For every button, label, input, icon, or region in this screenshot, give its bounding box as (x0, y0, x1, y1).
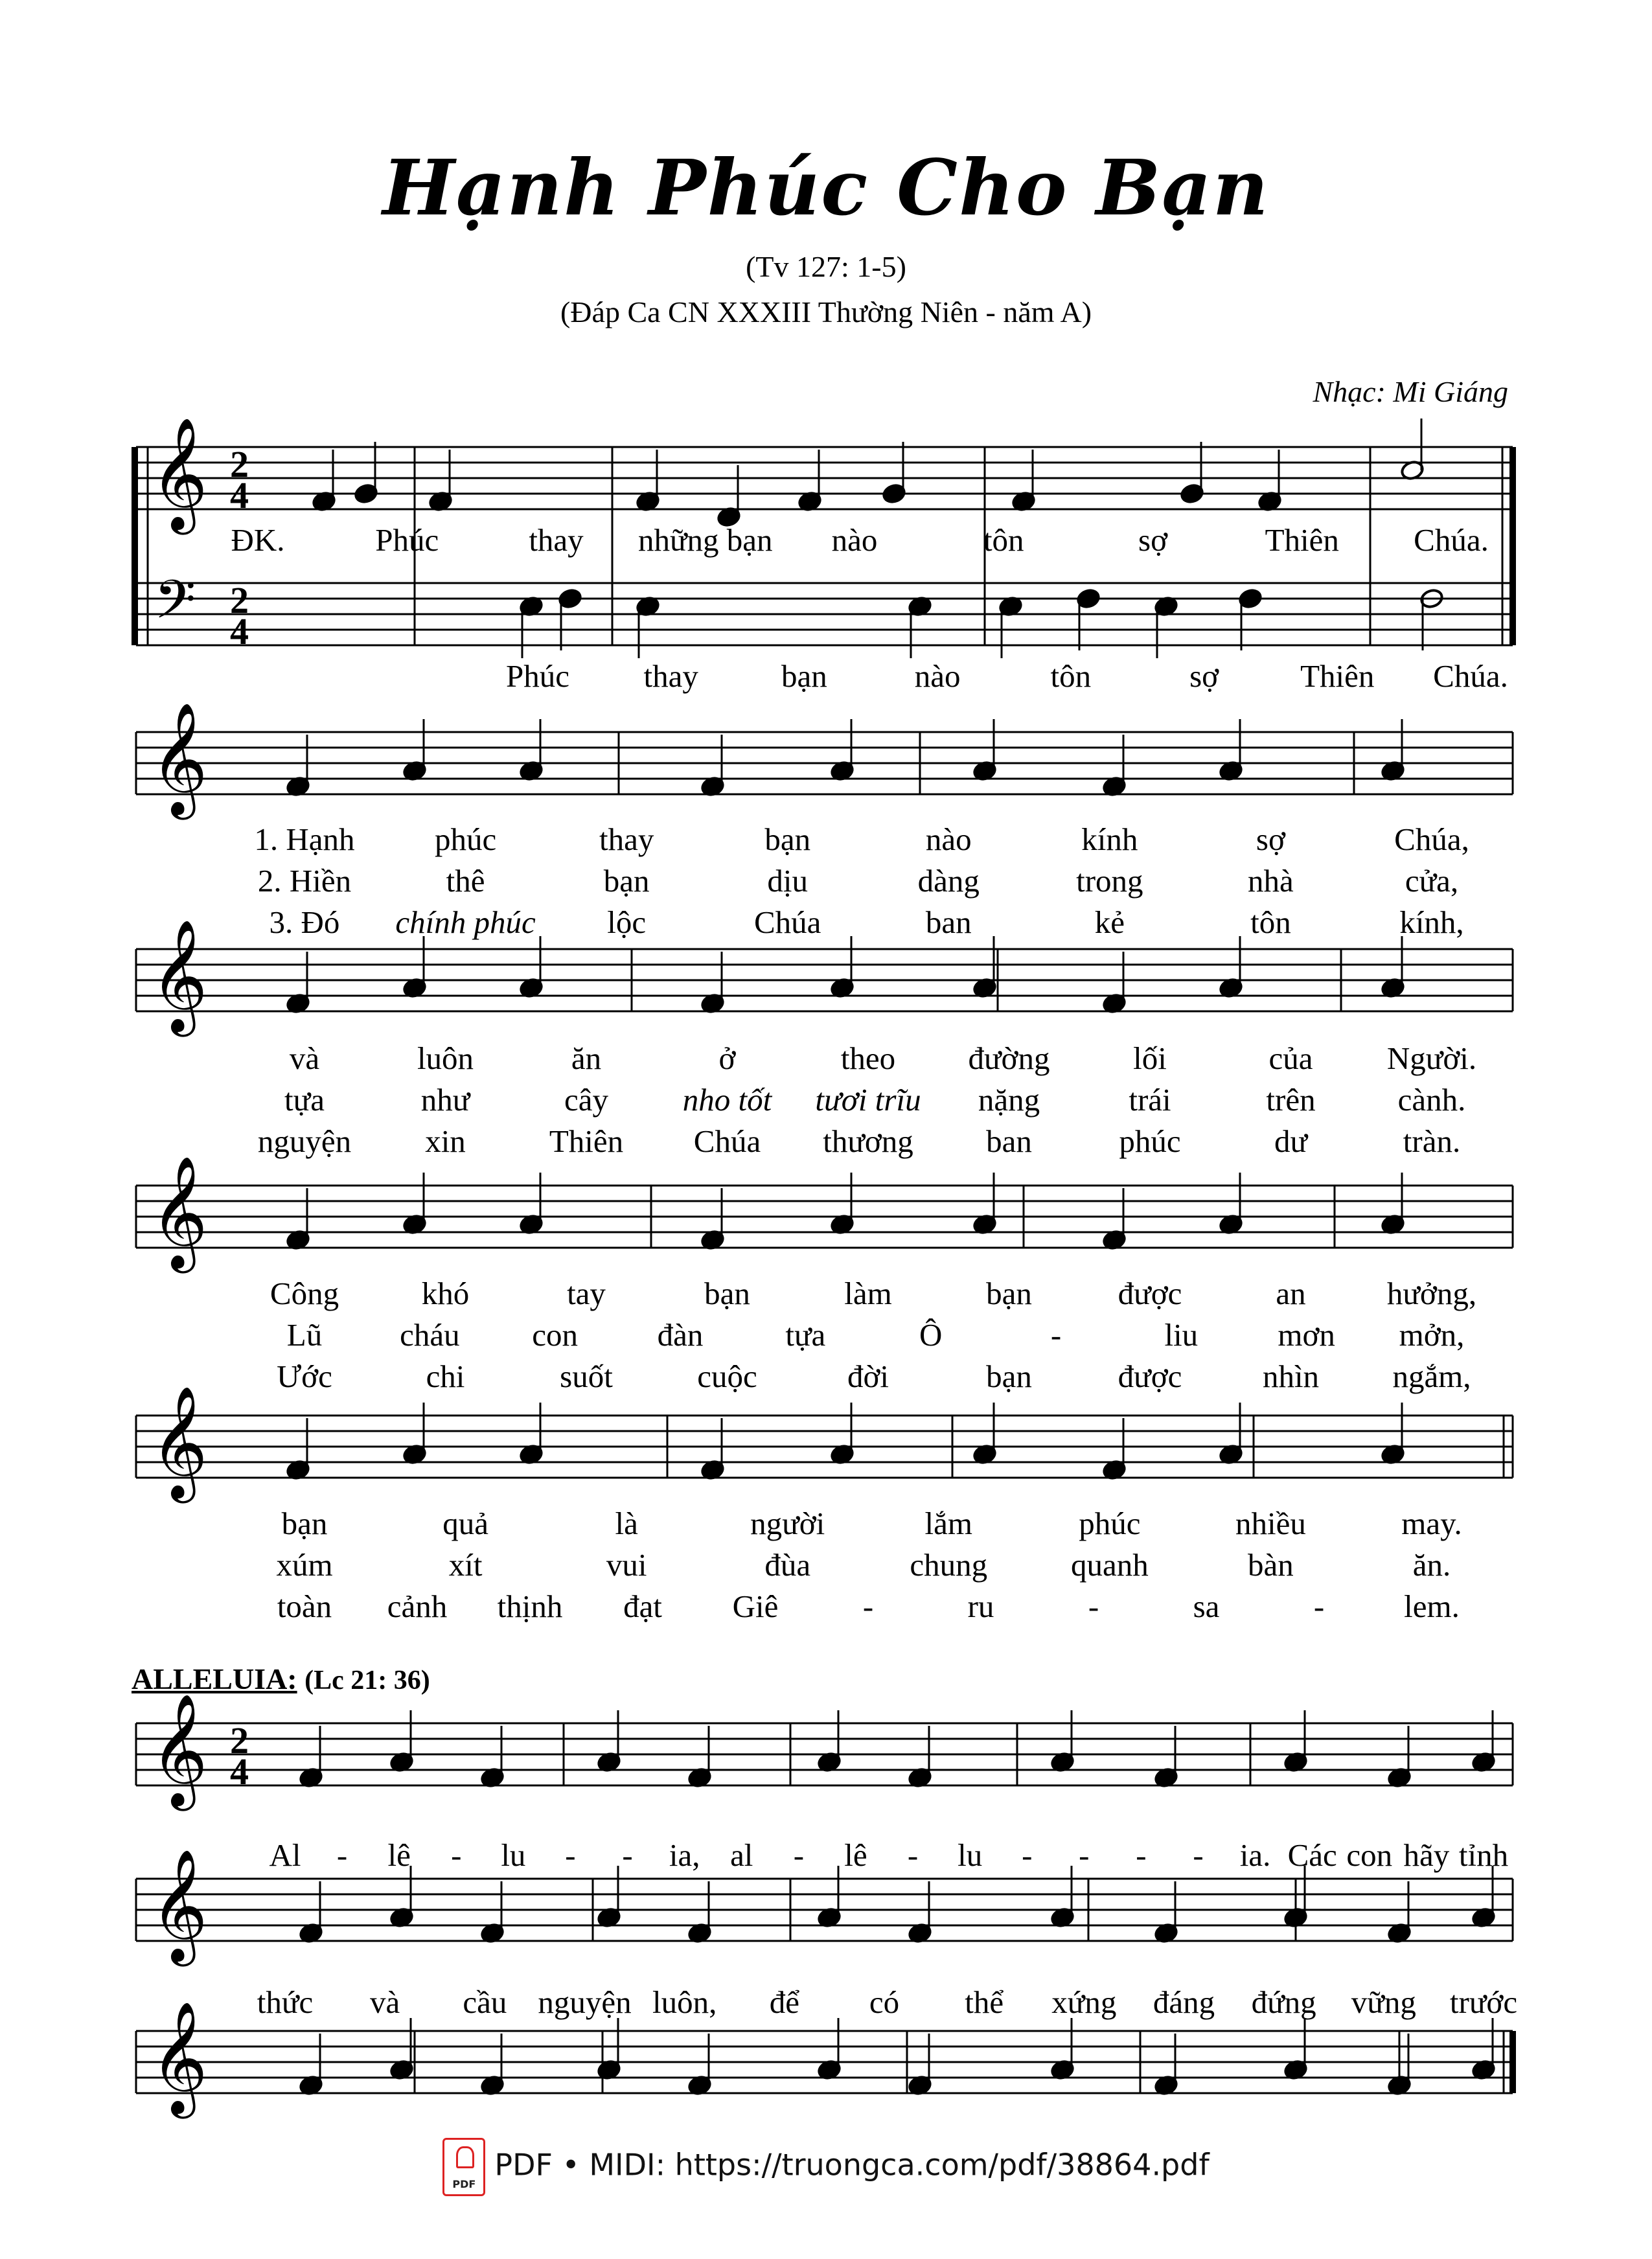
lyric-syllable: tôn (983, 522, 1024, 558)
lyric-syllable: nhìn (1262, 1359, 1320, 1394)
lyric-syllable: Al (269, 1837, 301, 1873)
lyric-syllable: đường (968, 1040, 1050, 1076)
lyric-syllable: - (451, 1837, 462, 1873)
lyric-syllable: - (793, 1837, 805, 1873)
lyric-syllable: tôn (1050, 658, 1092, 694)
lyric-syllable: ru (967, 1588, 994, 1624)
lyric-syllable: lối (1133, 1040, 1167, 1076)
lyric-syllable: bạn (764, 821, 811, 857)
lyric-syllable: bạn (603, 863, 650, 899)
time-signature-top: 2 (230, 443, 249, 485)
lyric-syllable: và (370, 1984, 400, 2020)
lyric-syllable: Ước (277, 1359, 332, 1394)
lyric-syllable: người (750, 1506, 825, 1541)
lyric-syllable: lê (387, 1837, 411, 1873)
lyric-syllable: nguyện (538, 1984, 632, 2020)
lyric-syllable: thay (599, 821, 654, 857)
composer-credit: Nhạc: Mi Giáng (1313, 375, 1508, 408)
lyric-syllable: xít (448, 1547, 483, 1583)
lyric-syllable: ăn. (1412, 1547, 1451, 1583)
lyric-syllable: Thiên (1300, 658, 1375, 694)
lyric-syllable: bạn (781, 658, 827, 694)
lyric-syllable: nguyện (257, 1123, 352, 1159)
lyric-syllable: đứng (1251, 1984, 1316, 2020)
occasion-subtitle: (Đáp Ca CN XXXIII Thường Niên - năm A) (560, 295, 1092, 328)
lyric-syllable: trước (1449, 1984, 1518, 2020)
lyric-syllable: mởn, (1399, 1317, 1465, 1353)
lyric-syllable: nặng (978, 1082, 1040, 1118)
lyric-syllable: thức (257, 1984, 314, 2020)
lyric-syllable: đáng (1153, 1984, 1215, 2020)
lyric-syllable: cửa, (1405, 863, 1459, 899)
lyric-syllable: tươi trĩu (815, 1082, 921, 1118)
lyric-syllable: Chúa (753, 904, 821, 940)
treble-clef-icon: 𝄞 (150, 1693, 208, 1806)
lyric-syllable: ia, (669, 1837, 700, 1873)
lyric-syllable: Chúa, (1394, 821, 1469, 857)
lyric-syllable: Lũ (286, 1317, 323, 1353)
lyric-syllable: nhà (1248, 863, 1294, 899)
lyric-syllable: vui (606, 1547, 647, 1583)
lyric-syllable: nho tốt (682, 1082, 772, 1118)
lyric-syllable: an (1276, 1276, 1306, 1311)
treble-clef-icon: 𝄞 (150, 417, 208, 530)
lyric-syllable: Giê (732, 1588, 779, 1624)
lyric-syllable: những bạn (637, 522, 773, 558)
lyric-syllable: kẻ (1094, 904, 1125, 940)
lyric-syllable: Công (270, 1276, 339, 1311)
lyric-syllable: toàn (277, 1588, 332, 1624)
lyric-syllable: ngắm, (1392, 1359, 1471, 1394)
lyric-syllable: khó (421, 1276, 470, 1311)
lyric-syllable: chi (426, 1359, 465, 1394)
lyric-syllable: suốt (560, 1359, 613, 1394)
lyric-syllable: luôn (417, 1040, 474, 1076)
lyric-syllable: được (1118, 1276, 1182, 1311)
lyric-syllable: trong (1076, 863, 1143, 899)
lyric-syllable: để (769, 1984, 799, 2020)
lyric-syllable: tôn (1250, 904, 1291, 940)
footer-url-text[interactable]: PDF • MIDI: https://truongca.com/pdf/38864.pdf (494, 2147, 1210, 2183)
lyric-syllable: dư (1274, 1123, 1308, 1159)
lyric-syllable: 3. Đó (269, 904, 340, 940)
lyric-syllable: Chúa. (1433, 658, 1508, 694)
treble-clef-icon: 𝄞 (150, 1386, 208, 1498)
lyric-syllable: bàn (1248, 1547, 1294, 1583)
lyric-syllable: thương (823, 1123, 913, 1159)
treble-clef-icon: 𝄞 (150, 919, 208, 1032)
treble-clef-icon: 𝄞 (150, 2001, 208, 2114)
lyric-syllable: ban (986, 1123, 1032, 1159)
lyric-syllable: lu (501, 1837, 526, 1873)
lyric-syllable: Phúc (375, 522, 439, 558)
lyric-syllable: làm (844, 1276, 892, 1311)
lyric-syllable: hưởng, (1386, 1276, 1477, 1311)
lyric-syllable: cầu (463, 1984, 507, 2020)
lyric-syllable: quanh (1070, 1547, 1149, 1583)
lyric-syllable: tựa (284, 1082, 325, 1118)
lyric-syllable: phúc (1079, 1506, 1141, 1541)
lyric-syllable: nào (914, 658, 961, 694)
lyric-syllable: ban (925, 904, 972, 940)
lyric-syllable: bạn (986, 1359, 1032, 1394)
song-title: Hạnh Phúc Cho Bạn (382, 143, 1270, 233)
lyric-syllable: tỉnh (1458, 1837, 1509, 1873)
lyric-syllable: chính phúc (395, 904, 536, 940)
lyric-syllable: nào (925, 821, 972, 857)
lyric-syllable: Các (1287, 1837, 1337, 1873)
psalm-reference: (Tv 127: 1-5) (746, 250, 906, 283)
lyric-syllable: phúc (434, 821, 497, 857)
lyric-syllable: - (907, 1837, 919, 1873)
lyric-syllable: dàng (917, 863, 980, 899)
lyric-syllable: là (615, 1506, 638, 1541)
lyric-syllable: trái (1129, 1082, 1171, 1118)
lyric-syllable: nào (831, 522, 878, 558)
lyric-syllable: lộc (607, 904, 647, 940)
lyric-syllable: thịnh (497, 1588, 563, 1624)
lyric-syllable: - (622, 1837, 633, 1873)
lyric-syllable: cây (564, 1082, 608, 1118)
lyric-syllable: cành. (1397, 1082, 1466, 1118)
lyric-syllable: - (1079, 1837, 1090, 1873)
lyric-syllable: thể (965, 1984, 1004, 2020)
lyric-syllable: sợ (1189, 658, 1219, 694)
lyric-syllable: đạt (623, 1588, 662, 1624)
lyric-syllable: - (1022, 1837, 1033, 1873)
lyric-syllable: cảnh (387, 1588, 448, 1624)
lyric-syllable: kính (1081, 821, 1138, 857)
lyric-syllable: thay (529, 522, 584, 558)
lyric-syllable: của (1268, 1040, 1313, 1076)
lyric-syllable: xứng (1051, 1984, 1117, 2020)
lyric-syllable: - (1313, 1588, 1325, 1624)
lyric-syllable: trên (1266, 1082, 1316, 1118)
lyric-syllable: xúm (276, 1547, 333, 1583)
lyric-syllable: phúc (1119, 1123, 1181, 1159)
lyric-syllable: và (289, 1040, 320, 1076)
lyric-syllable: sợ (1256, 821, 1285, 857)
lyric-syllable: lem. (1404, 1588, 1460, 1624)
lyric-syllable: vững (1351, 1984, 1416, 2020)
alleluia-label: ALLELUIA: (132, 1662, 297, 1695)
lyric-syllable: - (1136, 1837, 1147, 1873)
lyric-syllable: bạn (704, 1276, 750, 1311)
lyric-syllable: lu (958, 1837, 983, 1873)
lyric-syllable: Ô (919, 1317, 943, 1353)
lyric-syllable: 2. Hiền (257, 863, 352, 899)
lyric-syllable: Chúa (693, 1123, 761, 1159)
lyric-syllable: luôn, (652, 1984, 717, 2020)
lyric-syllable: được (1118, 1359, 1182, 1394)
lyric-syllable: bạn (281, 1506, 328, 1541)
lyric-syllable: xin (425, 1123, 466, 1159)
lyric-syllable: sợ (1138, 522, 1167, 558)
lyric-syllable: tràn. (1403, 1123, 1461, 1159)
lyric-syllable: Người. (1386, 1040, 1477, 1076)
treble-clef-icon: 𝄞 (150, 1849, 208, 1962)
lyric-syllable: sa (1193, 1588, 1220, 1624)
lyric-syllable: - (565, 1837, 576, 1873)
lyric-syllable: liu (1164, 1317, 1199, 1353)
lyric-syllable: may. (1401, 1506, 1462, 1541)
lyric-syllable: đùa (764, 1547, 811, 1583)
lyric-syllable: - (1088, 1588, 1099, 1624)
time-signature-bottom: 4 (230, 610, 249, 652)
lyric-syllable: đời (847, 1359, 889, 1394)
lyric-syllable: lắm (924, 1506, 973, 1541)
pdf-file-icon[interactable]: PDF (442, 2138, 485, 2196)
lyric-syllable: như (420, 1082, 470, 1118)
lyric-syllable: lê (844, 1837, 867, 1873)
bass-clef-icon: 𝄢 (154, 568, 196, 644)
lyric-syllable: chung (910, 1547, 988, 1583)
lyric-syllable: ia. (1239, 1837, 1271, 1873)
lyric-syllable: tay (567, 1276, 606, 1311)
lyric-syllable: cháu (400, 1317, 460, 1353)
footer-link[interactable] (0, 2138, 1652, 2190)
lyric-syllable: mơn (1278, 1317, 1335, 1353)
lyric-syllable: al (730, 1837, 753, 1873)
lyric-syllable: con (1346, 1837, 1393, 1873)
lyric-syllable: quả (442, 1506, 488, 1541)
lyric-syllable: tựa (785, 1317, 826, 1353)
alleluia-reference: (Lc 21: 36) (304, 1666, 430, 1695)
lyric-syllable: bạn (986, 1276, 1032, 1311)
lyric-syllable: cuộc (697, 1359, 757, 1394)
lyric-syllable: ĐK. (231, 522, 285, 558)
lyric-syllable: - (862, 1588, 874, 1624)
time-signature-top: 2 (230, 579, 249, 621)
lyric-syllable: thê (446, 863, 485, 899)
lyric-syllable: dịu (767, 863, 809, 899)
lyric-syllable: con (532, 1317, 579, 1353)
treble-clef-icon: 𝄞 (150, 1156, 208, 1268)
lyric-syllable: ăn (571, 1040, 602, 1076)
lyric-syllable: hãy (1403, 1837, 1450, 1873)
lyric-syllable: nhiều (1235, 1506, 1306, 1541)
lyric-syllable: - (1050, 1317, 1062, 1353)
lyric-syllable: Thiên (549, 1123, 624, 1159)
time-signature-top: 2 (230, 1719, 249, 1761)
treble-clef-icon: 𝄞 (150, 702, 208, 815)
lyric-syllable: 1. Hạnh (254, 821, 355, 857)
lyric-syllable: Phúc (506, 658, 569, 694)
lyric-syllable: ở (718, 1040, 736, 1076)
lyric-syllable: theo (840, 1040, 896, 1076)
lyric-syllable: kính, (1399, 904, 1464, 940)
lyric-syllable: - (336, 1837, 348, 1873)
lyric-syllable: đàn (657, 1317, 704, 1353)
time-signature-bottom: 4 (230, 474, 249, 516)
time-signature-bottom: 4 (230, 1750, 249, 1793)
lyric-syllable: thay (643, 658, 698, 694)
lyric-syllable: Thiên (1265, 522, 1339, 558)
lyric-syllable: - (1193, 1837, 1204, 1873)
lyric-syllable: có (869, 1984, 900, 2020)
lyric-syllable: Chúa. (1414, 522, 1489, 558)
